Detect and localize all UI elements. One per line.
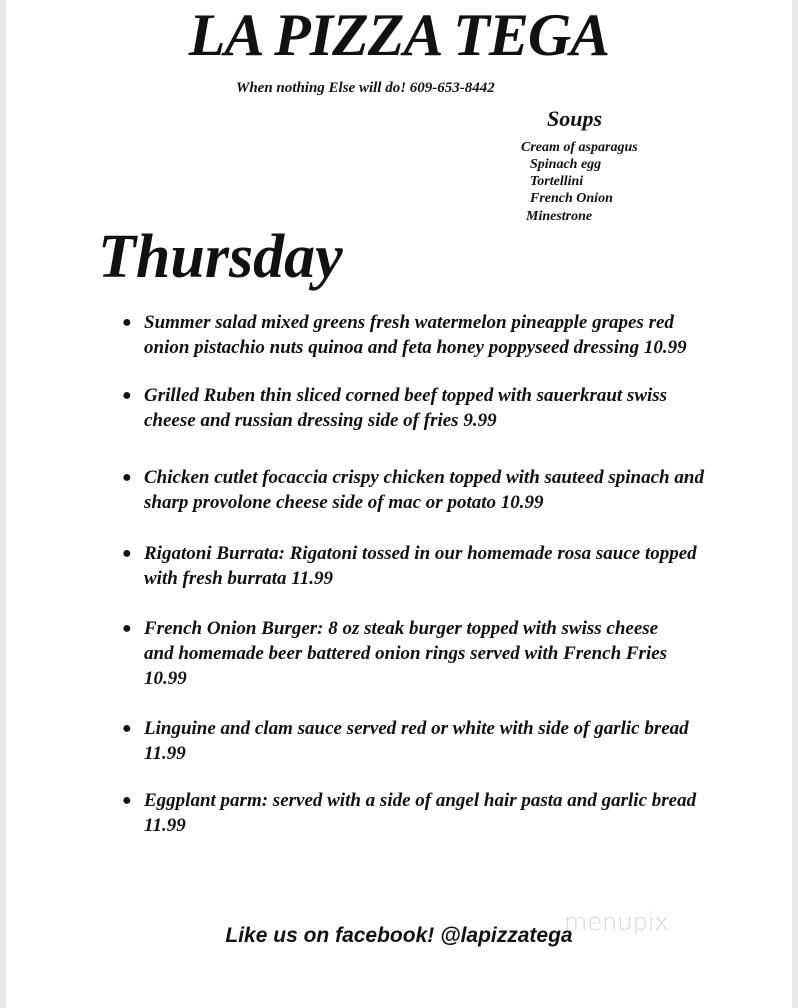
menu-item: ● Linguine and clam sauce served red or white with side of garlic bread 11.99 <box>122 718 689 764</box>
soup-item: French Onion <box>530 191 613 206</box>
bullet-icon: ● <box>122 545 132 562</box>
menu-item: ● Grilled Ruben thin sliced corned beef topped with sauerkraut swiss cheese and russian dressing side of fries 9.99 <box>122 385 668 431</box>
soup-item: Minestrone <box>526 209 593 224</box>
bullet-icon: ● <box>122 314 132 331</box>
bullet-icon: ● <box>122 720 132 737</box>
soups-heading: Soups <box>547 106 603 131</box>
menu-item: ● French Onion Burger: 8 oz steak burger topped with swiss cheese and homemade beer battered onion rings served with French Fries 10.99 <box>122 618 668 689</box>
menu-item: ● Chicken cutlet focaccia crispy chicken topped with sauteed spinach and sharp provolone cheese side of mac or potato 10.99 <box>122 467 704 513</box>
menu-page <box>6 0 792 1008</box>
day-heading: Thursday <box>98 223 343 291</box>
watermark: menupix <box>564 908 669 936</box>
soup-item: Tortellini <box>530 174 584 189</box>
tagline: When nothing Else will do! 609-653-8442 <box>236 80 495 96</box>
menu-item: ● Rigatoni Burrata: Rigatoni tossed in our homemade rosa sauce topped with fresh burrata 11.99 <box>122 543 697 589</box>
bullet-icon: ● <box>122 387 132 404</box>
restaurant-title: LA PIZZA TEGA <box>188 2 610 68</box>
menu-item: ● Summer salad mixed greens fresh watermelon pineapple grapes red onion pistachio nuts quinoa and feta honey poppyseed dressing 10.99 <box>122 312 687 358</box>
soup-item: Spinach egg <box>530 157 602 172</box>
bullet-icon: ● <box>122 792 132 809</box>
menu-item: ● Eggplant parm: served with a side of angel hair pasta and garlic bread 11.99 <box>122 790 697 836</box>
bullet-icon: ● <box>122 620 132 637</box>
soup-item: Cream of asparagus <box>521 140 638 155</box>
bullet-icon: ● <box>122 469 132 486</box>
facebook-link: Like us on facebook! @lapizzatega <box>225 924 573 947</box>
